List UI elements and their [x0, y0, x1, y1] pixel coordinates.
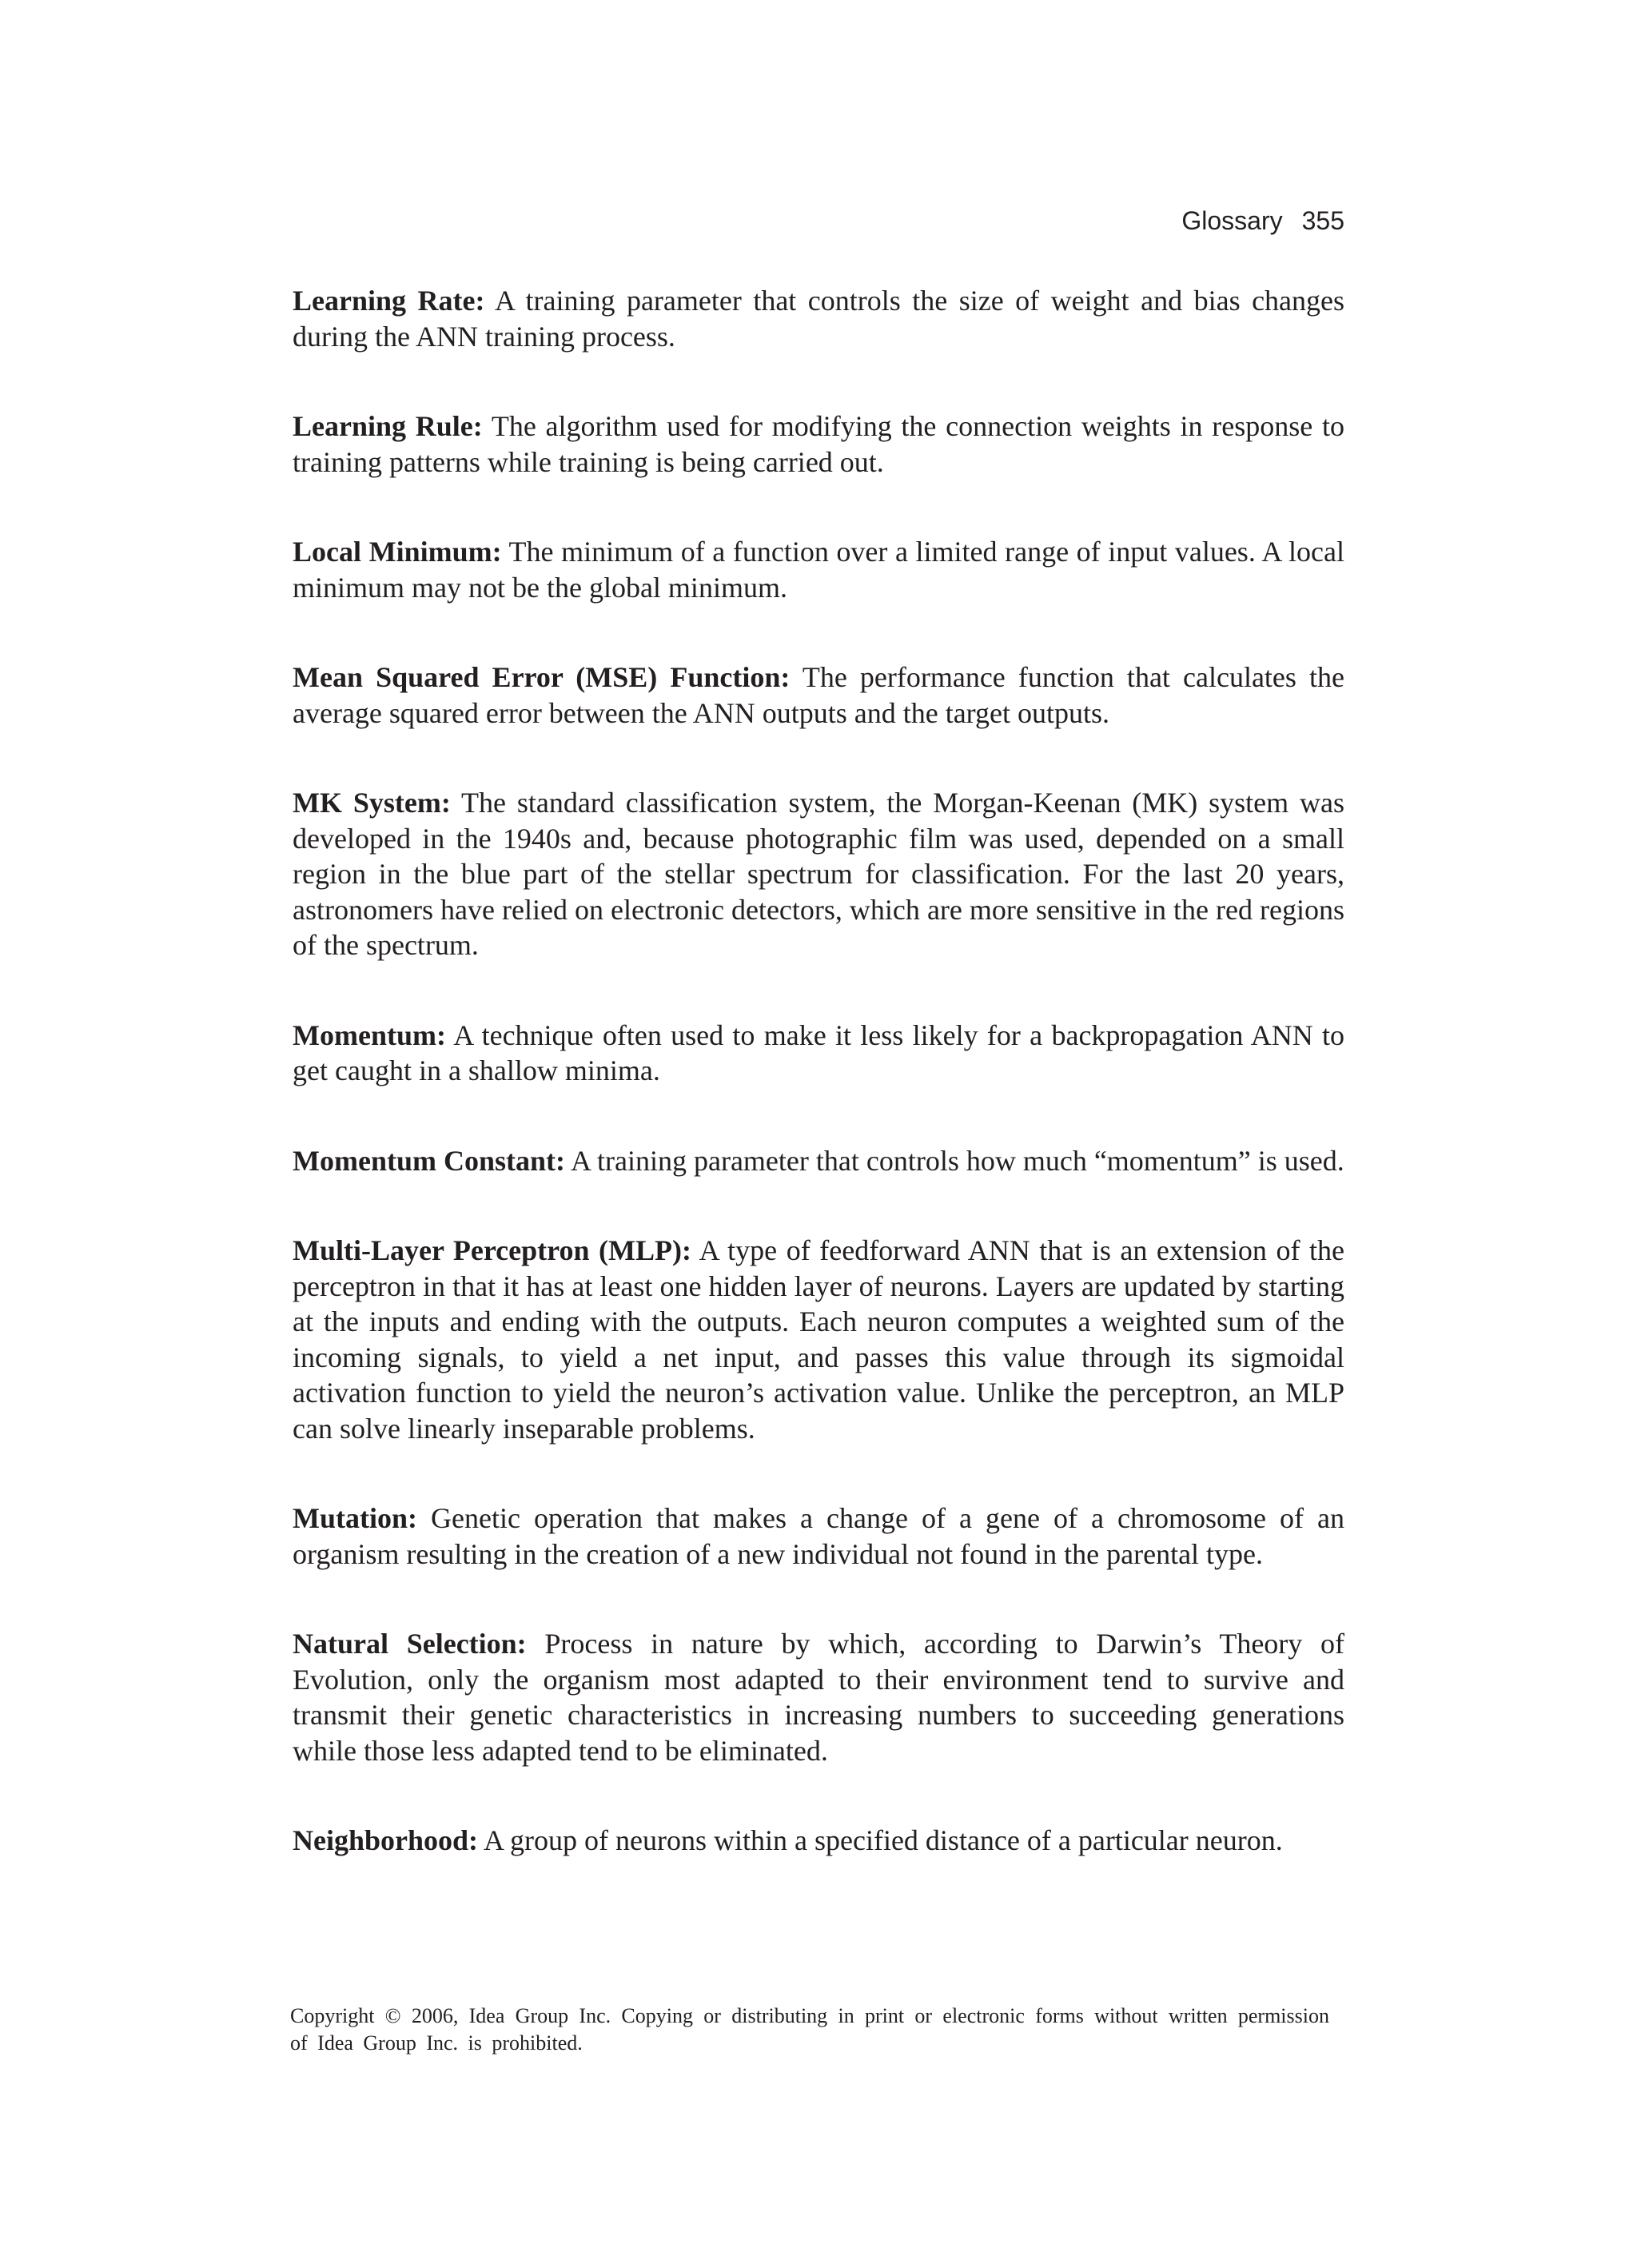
glossary-term: Local Minimum:: [293, 536, 502, 568]
glossary-definition: Genetic operation that makes a change of a gene of a chromosome of an organism resulting in the creation of a new individual not found in the parental type.: [293, 1502, 1344, 1570]
glossary-definition: A type of feedforward ANN that is an extension of the perceptron in that it has at least one hidden layer of neurons. Layers are updated by starting at the inputs and ending with the outputs. Each neuron computes a weighted sum of the incoming signals, to yield a net input, and passes this value through its sigmoidal activation function to yield the neuron’s activation value. Unlike the perceptron, an MLP can solve linearly inseparable problems.: [293, 1234, 1345, 1445]
glossary-definition: A technique often used to make it less likely for a backpropagation ANN to get caught in a shallow minima.: [293, 1018, 1344, 1086]
glossary-definition: Process in nature by which, according to Darwin’s Theory of Evolution, only the organism most adapted to their environment tend to survive and transmit their genetic characteristics in increasing numbers to succeeding generations while those less adapted tend to be eliminated.: [293, 1628, 1345, 1767]
glossary-definition: The performance function that calculates the average squared error between the ANN outputs and the target outputs.: [293, 661, 1344, 729]
glossary-definition: The standard classification system, the Morgan-Keenan (MK) system was developed in the 1940s and, because photographic film was used, depended on a small region in the blue part of the stellar spectrum for classification. For the last 20 years, astronomers have relied on electronic detectors, which are more sensitive in the red regions of the spectrum.: [293, 787, 1344, 961]
running-head: [1181, 206, 1344, 236]
glossary-entry-neighborhood: [293, 1823, 1344, 1859]
glossary-term: Learning Rate:: [293, 285, 485, 317]
glossary-entry-natural-selection: [293, 1626, 1344, 1768]
page-number: 355: [1301, 206, 1344, 235]
glossary-term: Multi-Layer Perceptron (MLP):: [293, 1234, 691, 1266]
glossary-definition: A group of neurons within a specified distance of a particular neuron.: [484, 1824, 1283, 1856]
glossary-term: Momentum:: [293, 1018, 446, 1051]
glossary-term: Natural Selection:: [293, 1628, 527, 1660]
glossary-term: MK System:: [293, 787, 451, 819]
section-title: Glossary: [1181, 206, 1283, 235]
glossary-entry-mutation: [293, 1501, 1344, 1572]
glossary-term: Momentum Constant:: [293, 1144, 565, 1177]
glossary-entry-mse-function: [293, 660, 1344, 731]
glossary-entry-momentum-constant: [293, 1143, 1344, 1179]
glossary-term: Learning Rule:: [293, 410, 483, 442]
glossary-term: Mutation:: [293, 1502, 417, 1534]
glossary-entry-learning-rule: [293, 409, 1344, 480]
glossary-term: Neighborhood:: [293, 1824, 479, 1856]
glossary-entry-local-minimum: [293, 534, 1344, 605]
glossary-definition: A training parameter that controls how much “momentum” is used.: [571, 1144, 1344, 1177]
glossary-term: Mean Squared Error (MSE) Function:: [293, 661, 791, 693]
glossary-definition: A training parameter that controls the size of weight and bias changes during the ANN training process.: [293, 285, 1345, 353]
glossary-entry-momentum: [293, 1018, 1344, 1089]
glossary-definition: The minimum of a function over a limited range of input values. A local minimum may not be the global minimum.: [293, 536, 1344, 604]
glossary-entry-mk-system: [293, 785, 1344, 963]
glossary-entry-mlp: [293, 1233, 1344, 1446]
copyright-notice: Copyright © 2006, Idea Group Inc. Copying or distributing in print or electronic forms without written permission of Idea Group Inc. is prohibited.: [290, 2004, 1329, 2055]
glossary-entry-learning-rate: [293, 283, 1344, 354]
glossary-entries: [293, 283, 1344, 1913]
glossary-definition: The algorithm used for modifying the connection weights in response to training patterns while training is being carried out.: [293, 410, 1344, 478]
